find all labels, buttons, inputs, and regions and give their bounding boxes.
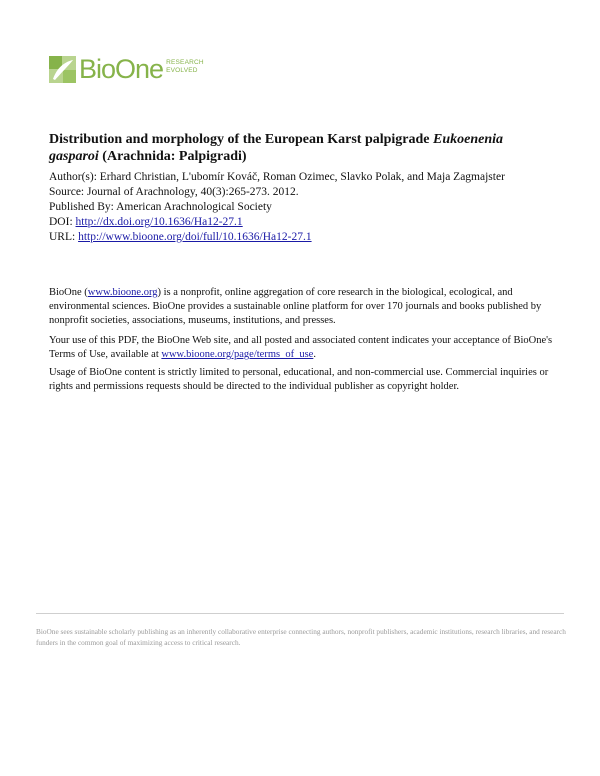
logo-wordmark: BioOne — [79, 54, 164, 84]
doi-line — [49, 215, 569, 230]
title-prefix: Distribution and morphology of the European Karst palpigrade — [49, 132, 434, 147]
article-title — [49, 131, 559, 165]
authors-line: Author(s): Erhard Christian, L'ubomír Kováč, Roman Ozimec, Slavko Polak, and Maja Zagmajster — [49, 171, 505, 183]
doi-label: DOI: — [49, 216, 76, 228]
article-url-link[interactable]: http://www.bioone.org/doi/full/10.1636/Ha12-27.1 — [78, 231, 312, 243]
url-label: URL: — [49, 231, 79, 243]
terms-of-use-link[interactable]: www.bioone.org/page/terms_of_use — [161, 349, 314, 360]
logo-tagline-line1: RESEARCH — [166, 59, 204, 66]
usage-paragraph: Usage of BioOne content is strictly limited to personal, educational, and non-commercial use. Commercial inquiries or rights and permissions requests should be directed to the individual publisher as copyright holder. — [49, 367, 549, 392]
about-text-start: BioOne ( — [49, 287, 88, 298]
article-metadata — [49, 170, 569, 245]
title-species: gasparoi — [49, 149, 99, 164]
source-line: Source: Journal of Arachnology, 40(3):265-273. 2012. — [49, 186, 299, 198]
about-text-rest: ) is a nonprofit, online aggregation of core research in the biological, ecological, and environmental sciences. BioOne provides a sustainable online platform for over 170 journals and books published by nonprofit societies, associations, museums, institutions, and presses. — [49, 287, 542, 326]
url-line — [49, 230, 569, 245]
bioone-logo — [49, 56, 204, 83]
bioone-home-link[interactable]: www.bioone.org — [87, 287, 158, 298]
terms-paragraph — [49, 334, 559, 362]
publisher-line: Published By: American Arachnological Society — [49, 201, 272, 213]
title-genus: Eukoenenia — [433, 132, 504, 147]
bioone-leaf-icon — [49, 56, 76, 83]
doi-link[interactable]: http://dx.doi.org/10.1636/Ha12-27.1 — [75, 216, 243, 228]
title-suffix: (Arachnida: Palpigradi) — [98, 149, 247, 164]
logo-tagline-line2: EVOLVED — [166, 66, 198, 74]
footer-note: BioOne sees sustainable scholarly publishing as an inherently collaborative enterprise connecting authors, nonprofit publishers, academic institutions, research libraries, and research funders in the common goal of maximizing access to critical research. — [36, 627, 566, 647]
terms-text-end: . — [313, 349, 316, 360]
terms-text-start: Your use of this PDF, the BioOne Web site, and all posted and associated content indicates your acceptance of BioOne's Terms of Use, available at — [49, 335, 553, 360]
logo-tagline — [166, 59, 204, 74]
about-bioone-paragraph — [49, 286, 559, 328]
footer-divider — [36, 613, 564, 614]
